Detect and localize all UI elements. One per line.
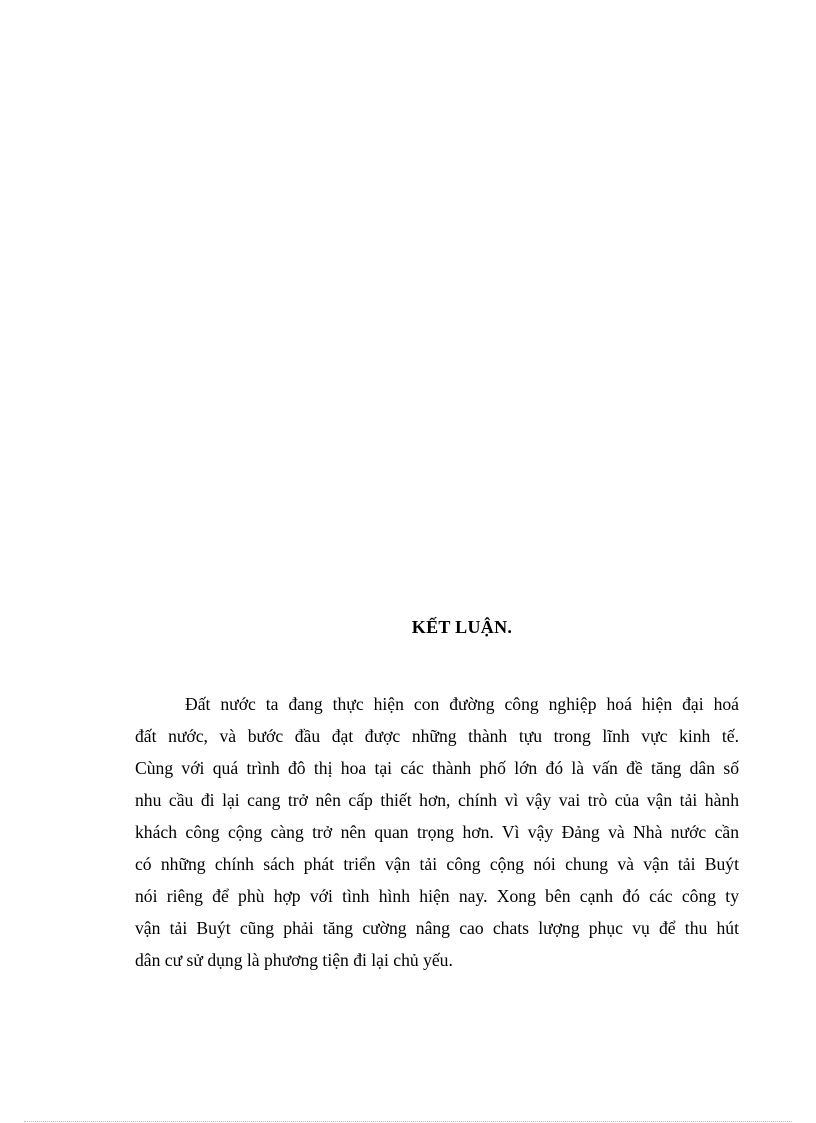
page-bottom-divider bbox=[24, 1121, 792, 1122]
paragraph-line: Cùng với quá trình đô thị hoa tại các thành phố lớn đó là vấn đề tăng dân số bbox=[135, 758, 739, 778]
paragraph-line: khách công cộng càng trở nên quan trọng hơn. Vì vậy Đảng và Nhà nước cần bbox=[135, 822, 739, 842]
section-heading: KẾT LUẬN. bbox=[411, 617, 513, 637]
paragraph-line: có những chính sách phát triển vận tải công cộng nói chung và vận tải Buýt bbox=[135, 854, 739, 874]
paragraph-line: đất nước, và bước đầu đạt được những thành tựu trong lĩnh vực kinh tế. bbox=[135, 726, 739, 746]
paragraph-line: dân cư sử dụng là phương tiện đi lại chủ yếu. bbox=[135, 950, 453, 970]
paragraph-line: Đất nước ta đang thực hiện con đường công nghiệp hoá hiện đại hoá bbox=[185, 694, 739, 714]
paragraph-line: vận tải Buýt cũng phải tăng cường nâng cao chats lượng phục vụ để thu hút bbox=[135, 918, 739, 938]
paragraph-line: nhu cầu đi lại cang trở nên cấp thiết hơn, chính vì vậy vai trò của vận tải hành bbox=[135, 790, 739, 810]
paragraph-line: nói riêng để phù hợp với tình hình hiện nay. Xong bên cạnh đó các công ty bbox=[135, 886, 739, 906]
conclusion-paragraph bbox=[135, 688, 739, 976]
